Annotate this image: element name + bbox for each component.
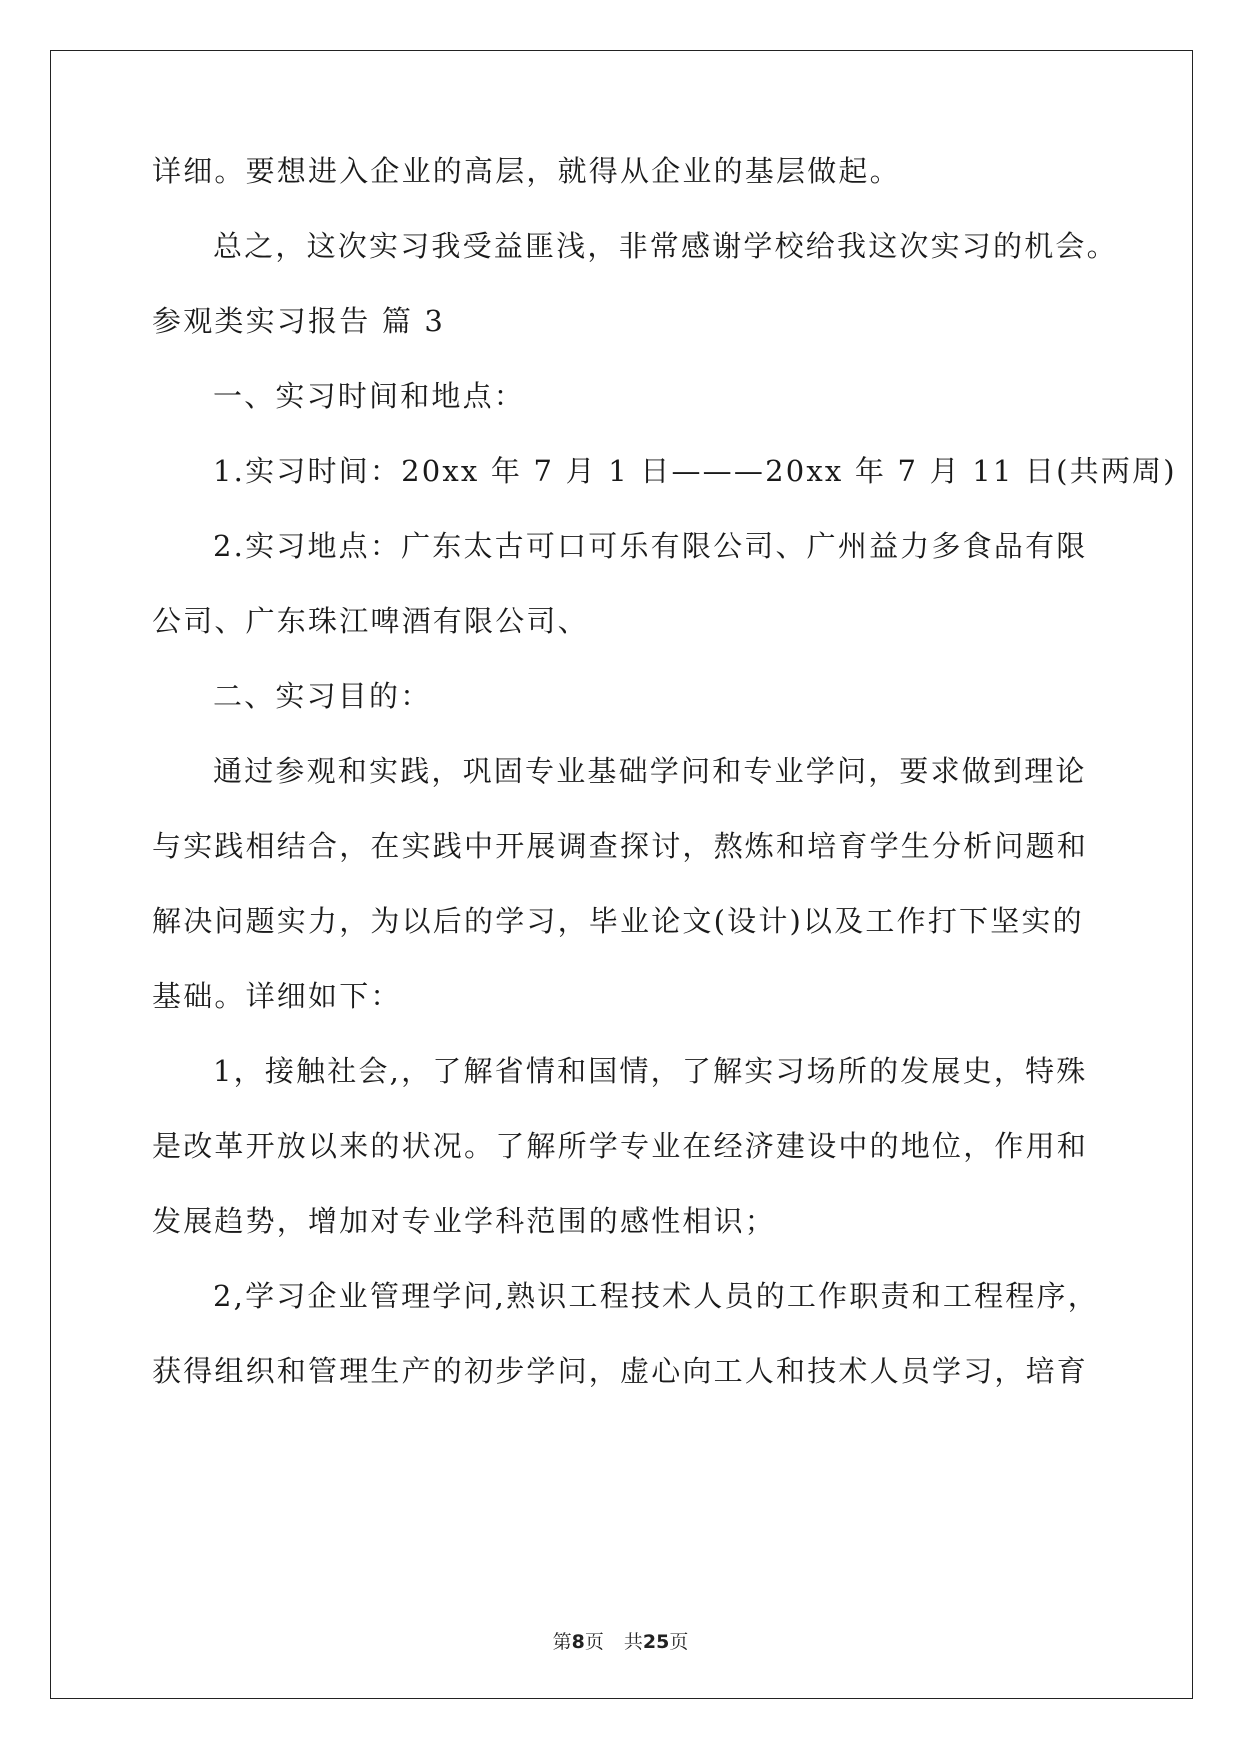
text-line: 2.实习地点：广东太古可口可乐有限公司、广州益力多食品有限 [213, 529, 1088, 563]
text-line: 是改革开放以来的状况。了解所学专业在经济建设中的地位，作用和 [152, 1129, 1089, 1163]
text-line: 发展趋势，增加对专业学科范围的感性相识； [152, 1204, 777, 1238]
section-heading: 参观类实习报告 篇 3 [152, 304, 446, 338]
text-line: 基础。详细如下： [152, 979, 402, 1013]
text-line: 详细。要想进入企业的高层，就得从企业的基层做起。 [152, 154, 901, 188]
page-number: 8 [571, 1631, 585, 1653]
page-footer [0, 1627, 1241, 1654]
page-prefix: 第 [552, 1631, 572, 1653]
text-line: 通过参观和实践，巩固专业基础学问和专业学问，要求做到理论 [213, 754, 1087, 788]
page-border [50, 50, 1193, 1699]
text-line: 与实践相结合，在实践中开展调查探讨，熬炼和培育学生分析问题和 [152, 829, 1089, 863]
total-prefix: 共 [623, 1631, 643, 1653]
text-line: 公司、广东珠江啤酒有限公司、 [152, 604, 589, 638]
text-line: 1，接触社会,，了解省情和国情，了解实习场所的发展史，特殊 [213, 1054, 1088, 1088]
text-line: 二、实习目的： [213, 679, 432, 713]
text-line: 2,学习企业管理学问,熟识工程技术人员的工作职责和工程程序， [213, 1279, 1099, 1313]
total-pages: 25 [642, 1631, 670, 1653]
text-line: 解决问题实力，为以后的学习，毕业论文(设计)以及工作打下坚实的 [152, 904, 1084, 938]
total-suffix: 页 [669, 1631, 689, 1653]
text-line: 1.实习时间：20xx 年 7 月 1 日———20xx 年 7 月 11 日(共两周) [213, 454, 1177, 488]
text-line: 总之，这次实习我受益匪浅，非常感谢学校给我这次实习的机会。 [213, 229, 1118, 263]
page-suffix: 页 [584, 1631, 604, 1653]
text-line: 一、实习时间和地点： [213, 379, 526, 413]
text-line: 获得组织和管理生产的初步学问，虚心向工人和技术人员学习，培育 [152, 1354, 1089, 1388]
